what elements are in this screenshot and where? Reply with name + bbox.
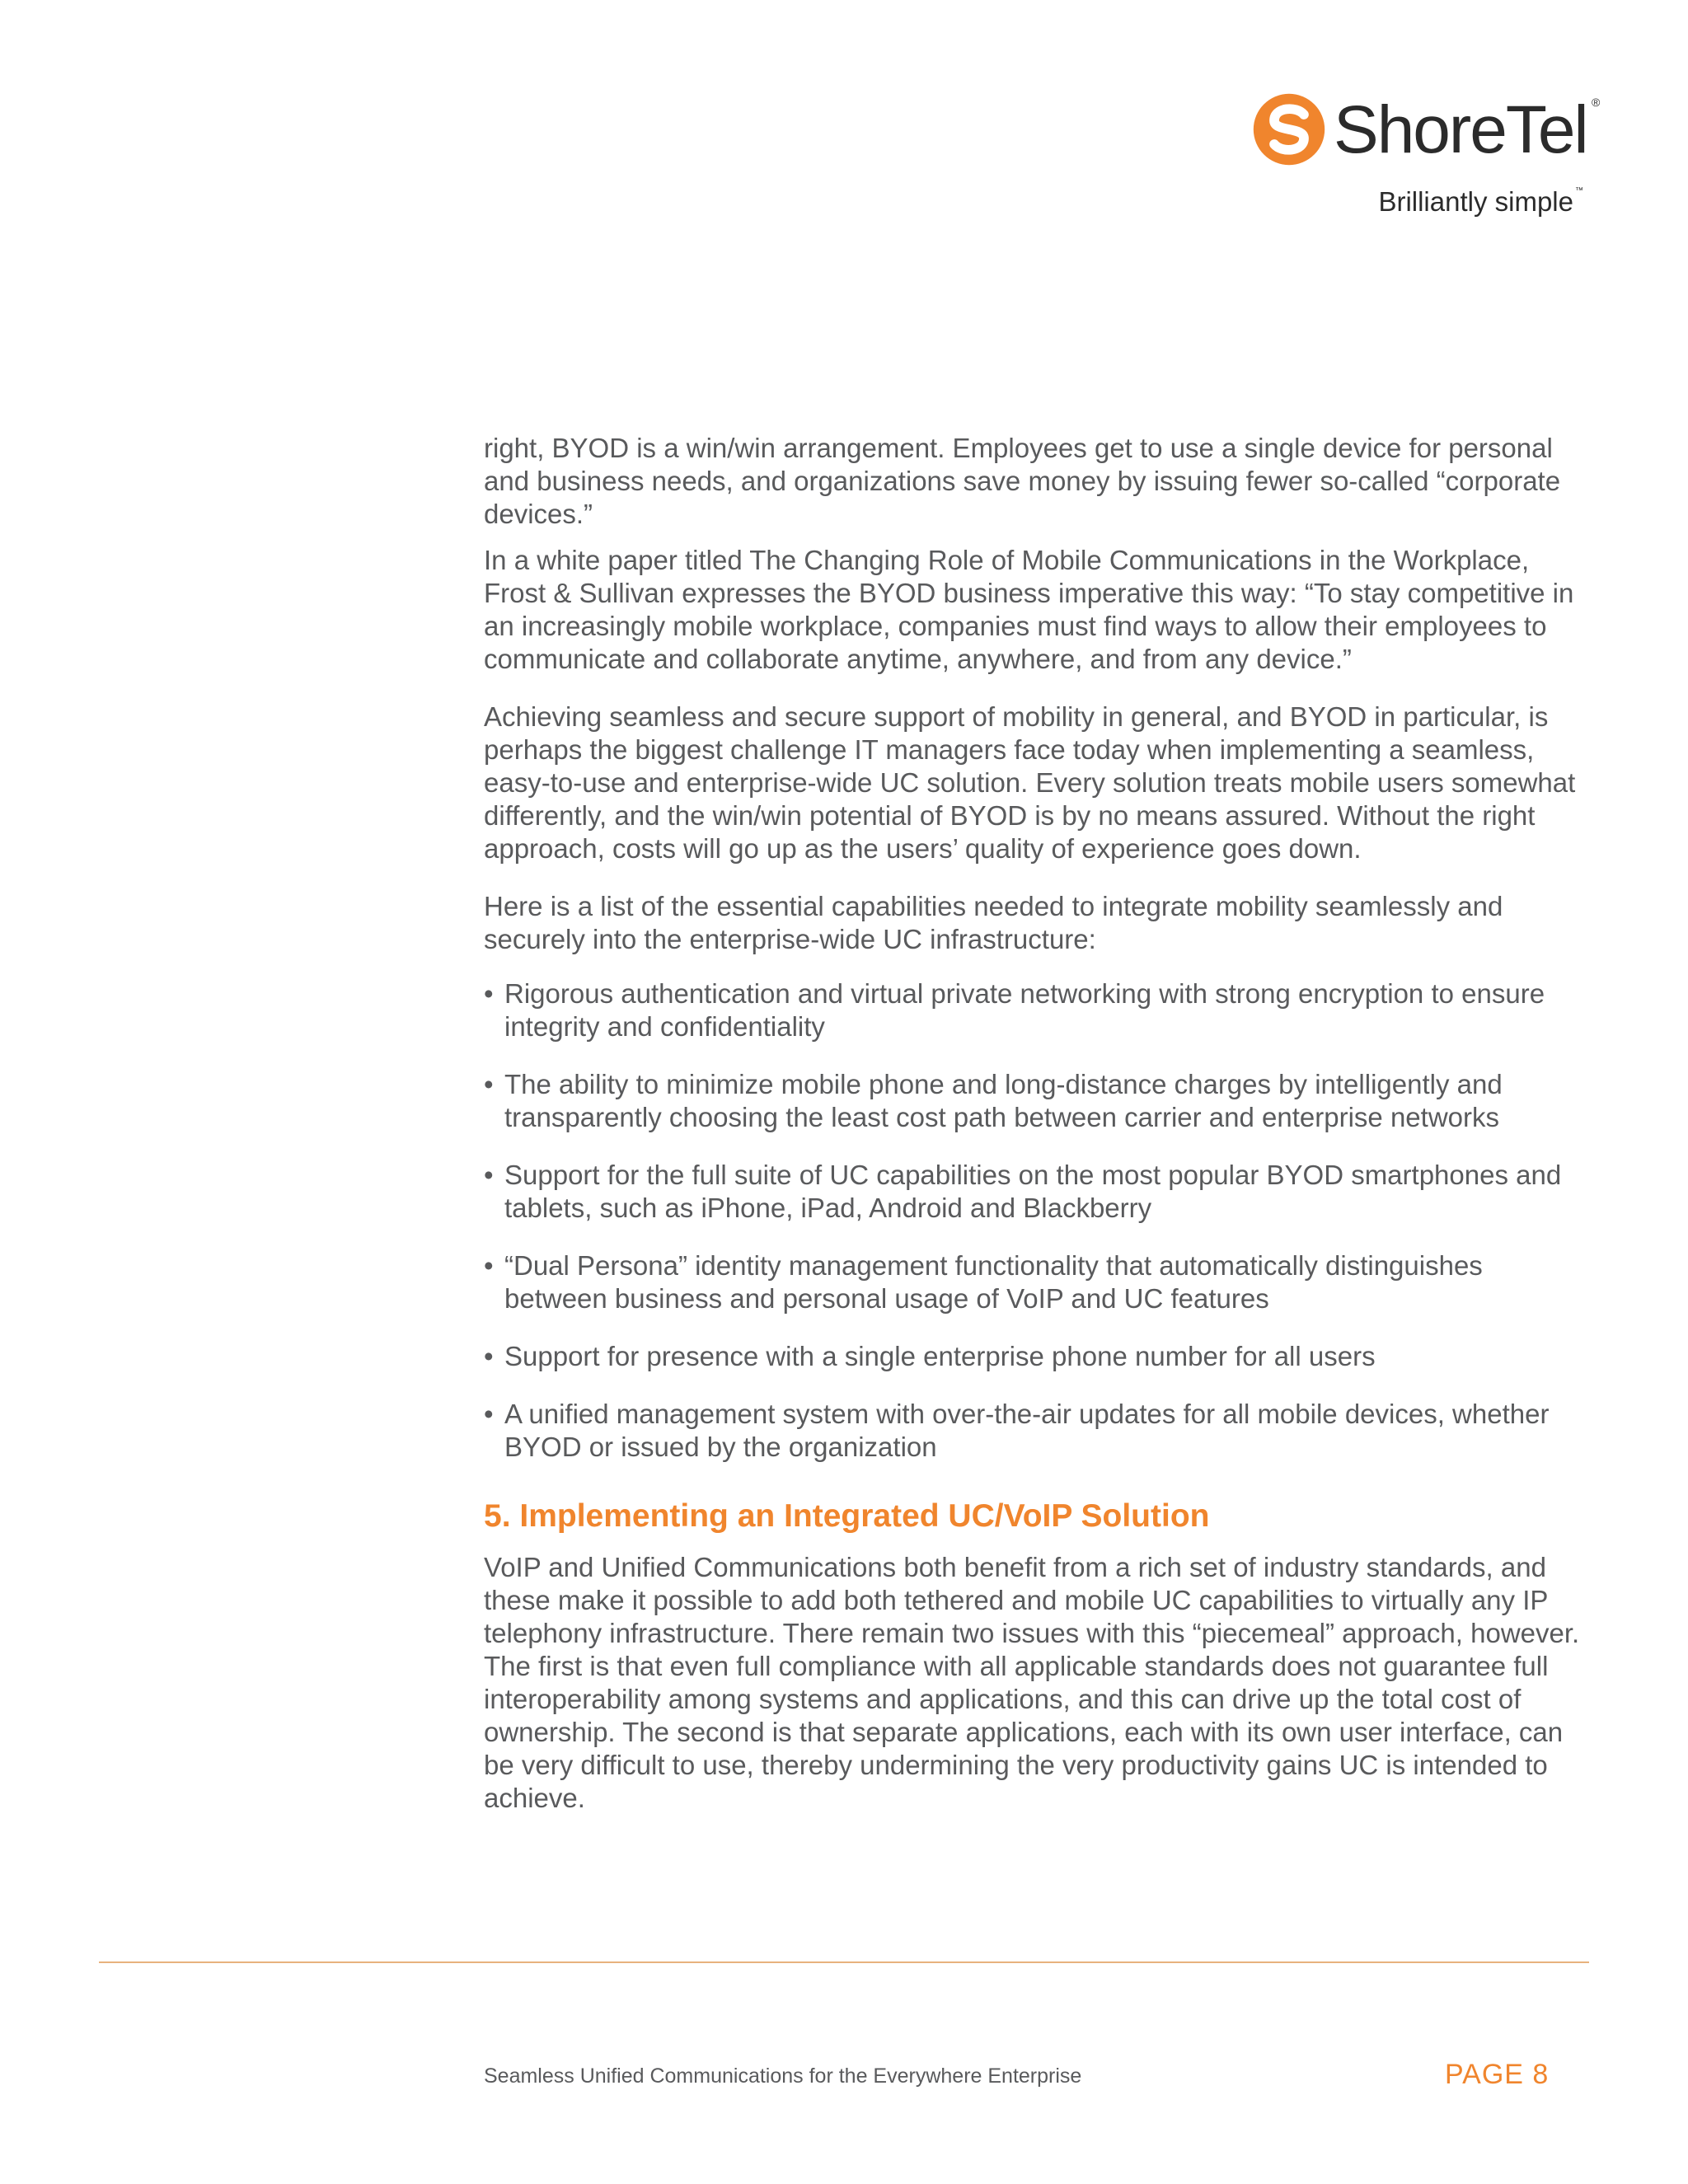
page-number: PAGE 8	[1445, 2059, 1550, 2090]
logo-wordmark: ShoreTel	[1334, 92, 1587, 167]
bullet-icon: •	[484, 1250, 494, 1281]
body-paragraph: In a white paper titled The Changing Role of Mobile Communications in the Workplace, Frost & Sullivan expresses the BYOD business imperative this way: “To stay competitive in an increasingly mobile workplace, companies must find ways to allow their employees to communicate and collaborate anytime, anywhere, and from any device.”	[484, 545, 1574, 674]
list-item-text: The ability to minimize mobile phone and long-distance charges by intelligently and transparently choosing the least cost path between carrier and enterprise networks	[504, 1069, 1503, 1132]
trademark-mark: ™	[1575, 186, 1583, 195]
list-item	[484, 1068, 1592, 1134]
bullet-icon: •	[484, 1160, 494, 1190]
list-item	[484, 977, 1592, 1043]
list-item	[484, 1159, 1592, 1225]
body-paragraph: right, BYOD is a win/win arrangement. Employees get to use a single device for personal and business needs, and organizations save money by issuing fewer so-called “corporate devices.”	[484, 433, 1561, 529]
shoretel-swirl-icon	[1252, 92, 1326, 166]
shoretel-logo	[1249, 89, 1603, 221]
bullet-icon: •	[484, 1399, 494, 1429]
list-item-text: Rigorous authentication and virtual private networking with strong encryption to ensure integrity and confidentiality	[504, 978, 1545, 1042]
footer-document-title: Seamless Unified Communications for the Everywhere Enterprise	[484, 2064, 1082, 2088]
list-item-text: A unified management system with over-the-air updates for all mobile devices, whether BYOD or issued by the organization	[504, 1399, 1550, 1462]
list-item-text: Support for the full suite of UC capabilities on the most popular BYOD smartphones and tablets, such as iPhone, iPad, Android and Blackberry	[504, 1160, 1562, 1223]
bullet-icon: •	[484, 1341, 494, 1371]
body-paragraph: Here is a list of the essential capabilities needed to integrate mobility seamlessly and securely into the enterprise-wide UC infrastructure:	[484, 891, 1503, 954]
bullet-icon: •	[484, 1069, 494, 1099]
section-heading: 5. Implementing an Integrated UC/VoIP Solution	[484, 1498, 1210, 1534]
list-item-text: Support for presence with a single enterprise phone number for all users	[504, 1341, 1376, 1371]
list-item	[484, 1398, 1592, 1464]
logo-tagline	[1378, 186, 1583, 218]
list-item	[484, 1249, 1592, 1315]
footer-divider	[99, 1961, 1589, 1963]
section-paragraph: VoIP and Unified Communications both benefit from a rich set of industry standards, and these make it possible to add both tethered and mobile UC capabilities to virtually any IP telephony infrastructure. There remain two issues with this “piecemeal” approach, however. The first is that even full compliance with all applicable standards does not guarantee full interoperability among systems and applications, and this can drive up the total cost of ownership. The second is that separate applications, each with its own user interface, can be very difficult to use, thereby undermining the very productivity gains UC is intended to achieve.	[484, 1552, 1580, 1813]
tagline-text: Brilliantly simple	[1378, 186, 1573, 217]
bullet-icon: •	[484, 978, 494, 1009]
registered-mark: ®	[1592, 96, 1601, 109]
list-item-text: “Dual Persona” identity management functionality that automatically distinguishes between business and personal usage of VoIP and UC features	[504, 1250, 1483, 1314]
capabilities-list	[484, 977, 1592, 1464]
body-paragraph: Achieving seamless and secure support of mobility in general, and BYOD in particular, is perhaps the biggest challenge IT managers face today when implementing a seamless, easy-to-use and enterprise-wide UC solution. Every solution treats mobile users somewhat differently, and the win/win potential of BYOD is by no means assured. Without the right approach, costs will go up as the users’ quality of experience goes down.	[484, 701, 1576, 864]
list-item	[484, 1340, 1592, 1373]
document-body	[484, 432, 1592, 1828]
